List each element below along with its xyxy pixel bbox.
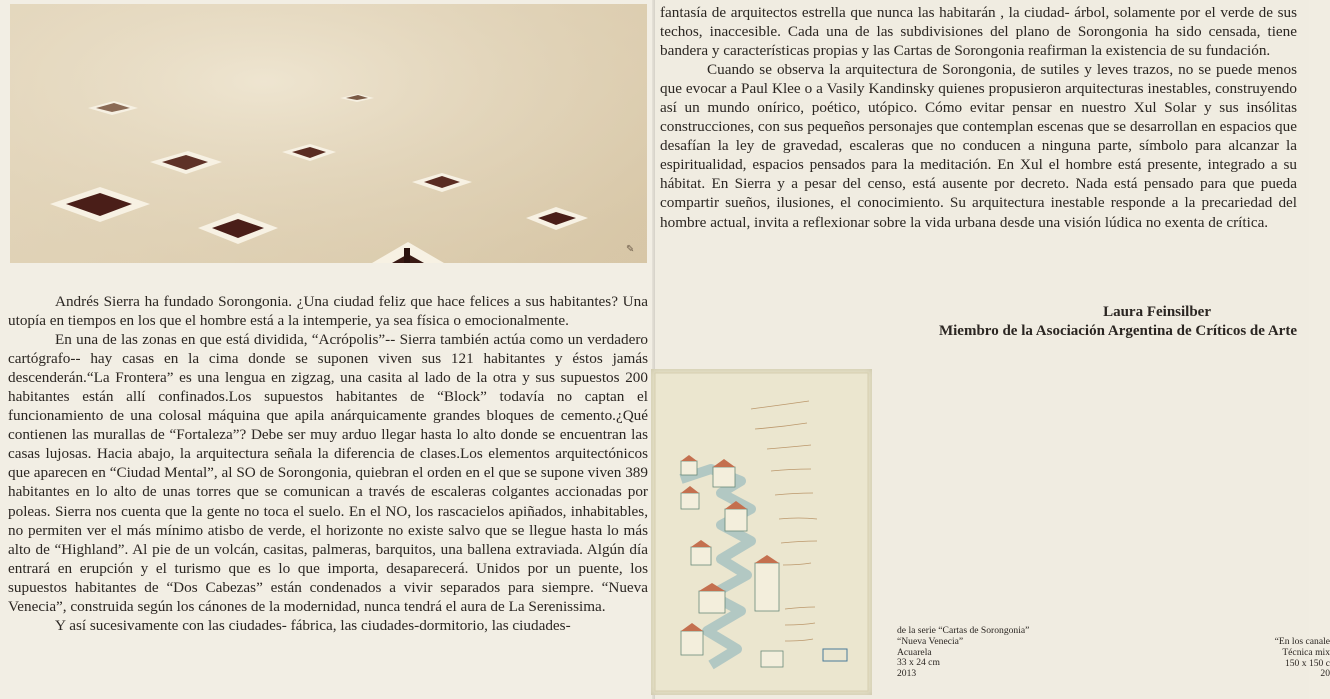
caption-right-technique: Técnica mix	[1282, 646, 1330, 658]
caption-right-year: 20	[1320, 668, 1330, 680]
left-paragraph-2: En una de las zonas en que está dividida, “Acrópolis”-- Sierra también actúa como un verdadero cartógrafo-- hay casas en la cima donde se suponen viven sus 121 habitantes y éstos jamás descenderán.“La Frontera” es una lengua en zigzag, una casita al lado de la otra y sus supuestos 200 habitantes están allí confinados.Los supuestos habitantes de “Block” todavía no captan el funcionamiento de una colosal máquina que apila anárquicamente grandes bloques de cemento.¿Qué contienen las murallas de “Fortaleza”? Debe ser muy arduo llegar hasta lo alto donde se encuentran las casas lujosas. Hacia abajo, la arquitectura señala la diferencia de clases.Los elementos arquitectónicos que aparecen en “Ciudad Mental”, al SO de Sorongonia, quiebran el orden en el que se supone viven 389 habitantes en lo alto de unas torres que se comunican a través de escaleras colgantes accionadas por poleas. Sierra nos cuenta que la gente no toca el suelo. En el NO, los rascacielos apiñados, inhabitables, no permiten ver el más mínimo atisbo de verde, el horizonte no existe salvo que se llegue hasta lo más alto de “Highland”. Al pie de un volcán, casitas, palmeras, barquitos, una ballena extraviada. Algún día entrará en erupción y el turismo que es lo que importa, desaparecerá. Unidos por un puente, los supuestos habitantes de “Dos Cabezas” están condenados a vivir separados para siempre. “Nueva Venecia”, construida según los cánones de la modernidad, nunca tendrá el aura de La Serenissima.	[8, 331, 648, 615]
left-page	[0, 0, 655, 699]
caption-series: de la serie “Cartas de Sorongonia”	[897, 625, 1030, 636]
author-title: Miembro de la Asociación Argentina de Críticos de Arte	[938, 323, 1297, 339]
right-paragraph-1: fantasía de arquitectos estrella que nunca las habitarán , la ciudad- árbol, solamente por el verde de sus techos, inaccesible. Cada una de las subdivisiones del plano de Sorongonia ha sido censada, tiene bandera y características propias y las Cartas de Sorongonia reafirman la existencia de su fundación.	[660, 4, 1297, 60]
artwork-caption-right	[1250, 637, 1330, 680]
right-body-text	[660, 3, 1297, 232]
painting-image	[10, 4, 647, 263]
caption-technique: Acuarela	[897, 646, 932, 658]
author-name: Laura Feinsilber	[1103, 304, 1211, 320]
caption-right-title: “En los canale	[1274, 636, 1330, 647]
artwork-image	[651, 369, 872, 695]
left-paragraph-3: Y así sucesivamente con las ciudades- fábrica, las ciudades-dormitorio, las ciudades-	[55, 616, 571, 634]
caption-year: 2013	[897, 668, 917, 680]
left-body-text	[8, 292, 648, 635]
painting-signature-mark: ✎	[626, 244, 635, 255]
caption-right-dimensions: 150 x 150 c	[1284, 657, 1330, 669]
artwork-caption-left	[897, 626, 1029, 680]
author-signature	[939, 303, 1297, 341]
caption-title: “Nueva Venecia”	[897, 635, 964, 647]
left-paragraph-1: Andrés Sierra ha fundado Sorongonia. ¿Una ciudad feliz que hace felices a sus habitantes? Una utopía en tiempos en los que el hombre está a la intemperie, ya sea física o emocionalmente.	[8, 293, 648, 330]
right-paragraph-2: Cuando se observa la arquitectura de Sorongonia, de sutiles y leves trazos, no se puede menos que evocar a Paul Klee o a Vasily Kandinsky quienes propusieron arquitecturas inestables, construyendo así un mundo onírico, poético, utópico. Cómo evitar pensar en nuestro Xul Solar y sus insólitas construcciones, con sus pequeños personajes que contemplan escenas que se desarrollan en espacios que desafían la ley de gravedad, escaleras que no conducen a ninguna parte, símbolo para alcanzar la espiritualidad, espacios pensados para la meditación. En Xul el hombre está presente, integrado a su hábitat. En Sierra y a pesar del censo, está ausente por decreto. Nada está pensado para que pueda compartir sueños, ilusiones, el conocimiento. Su arquitectura inestable responde a la precariedad del hombre actual, invita a reflexionar sobre la vida urbana desde una visión lúdica no exenta de crítica.	[660, 61, 1297, 231]
caption-dimensions: 33 x 24 cm	[897, 657, 940, 669]
